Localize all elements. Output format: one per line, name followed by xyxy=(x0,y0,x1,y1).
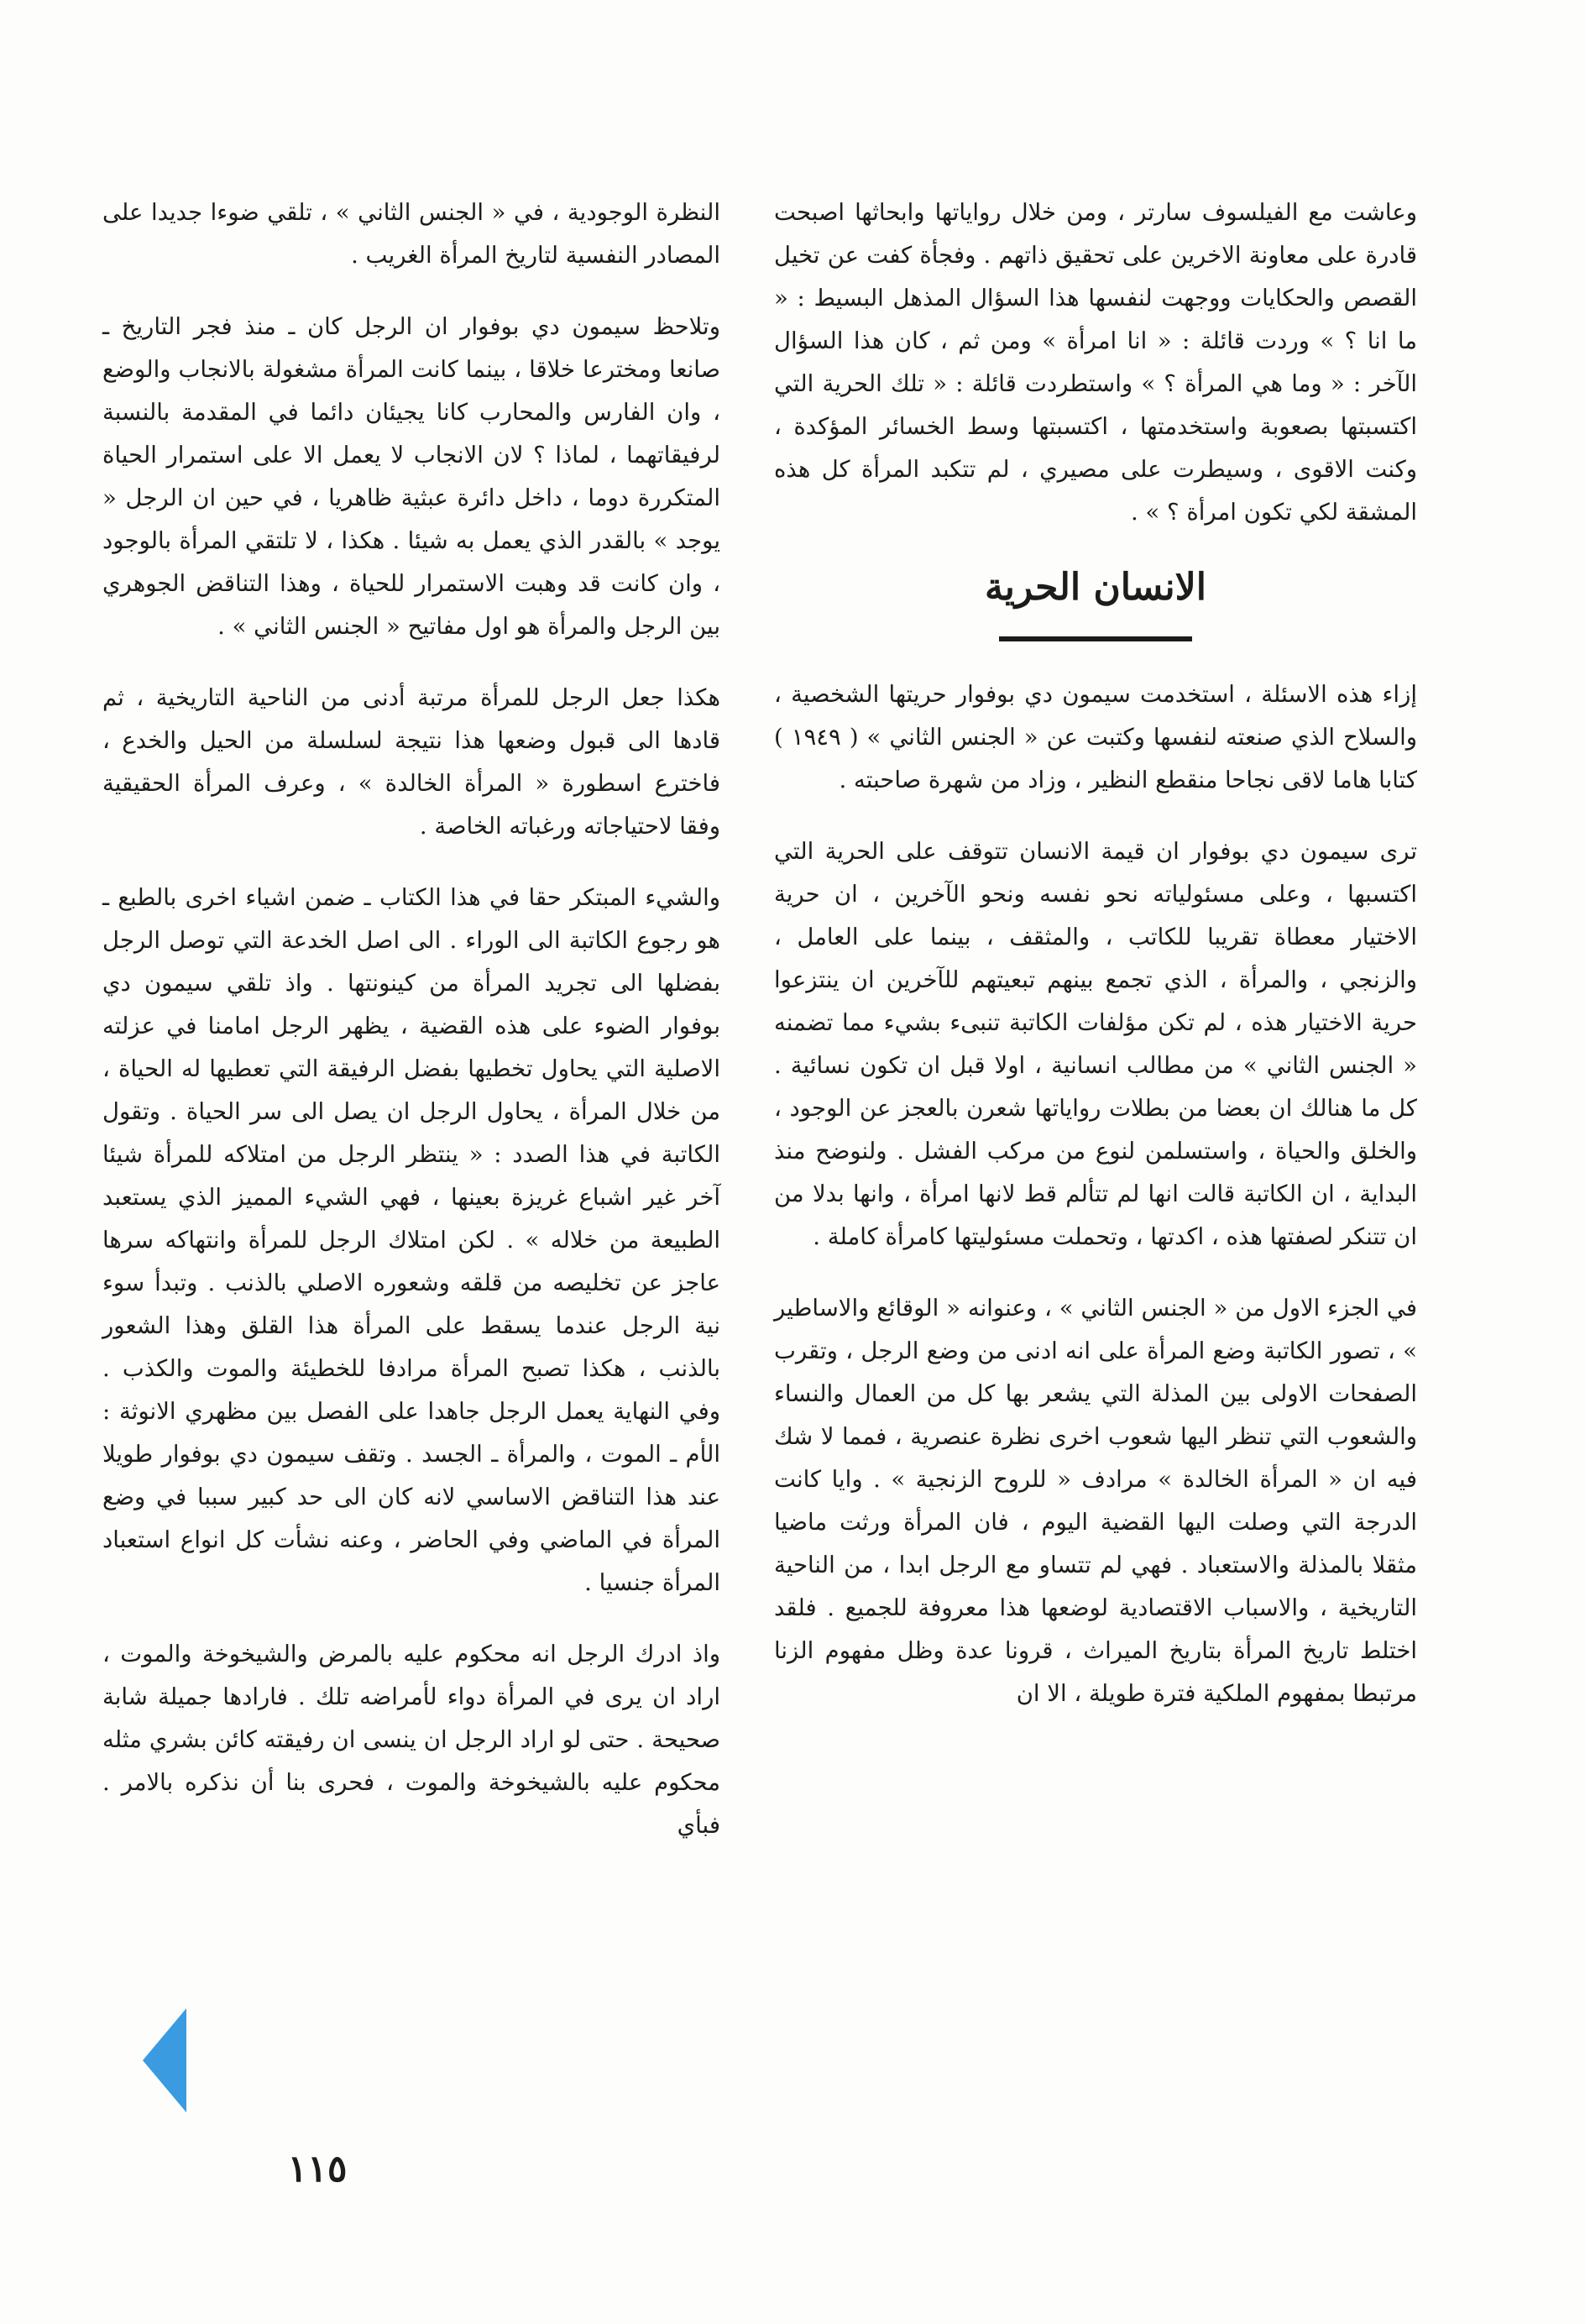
right-column xyxy=(774,191,1417,1744)
paragraph: هكذا جعل الرجل للمرأة مرتبة أدنى من الناحية التاريخية ، ثم قادها الى قبول وضعها هذا نتيجة لسلسلة من الحيل والخدع ، فاخترع اسطورة « المرأة الخالدة » ، وعرف المرأة الحقيقية وفقا لاحتياجاته ورغباته الخاصة . xyxy=(102,684,720,840)
paragraph: وتلاحظ سيمون دي بوفوار ان الرجل كان ـ منذ فجر التاريخ ـ صانعا ومخترعا خلاقا ، بينما كانت المرأة مشغولة بالانجاب والوضع ، وان الفارس والمحارب كانا يجيئان دائما في المقدمة بالنسبة لرفيقاتهما ، لماذا ؟ لان الانجاب لا يعمل الا على استمرار الحياة المتكررة دوما ، داخل دائرة عبثية ظاهريا ، في حين ان الرجل « يوجد » بالقدر الذي يعمل به شيئا . هكذا ، لا تلتقي المرأة بالوجود ، وان كانت قد وهبت الاستمرار للحياة ، وهذا التناقض الجوهري بين الرجل والمرأة هو اول مفاتيح « الجنس الثاني » . xyxy=(102,313,720,640)
paragraph: وعاشت مع الفيلسوف سارتر ، ومن خلال رواياتها وابحاثها اصبحت قادرة على معاونة الاخرين على تحقيق ذاتهم . وفجأة كفت عن تخيل القصص والحكايات ووجهت لنفسها هذا السؤال المذهل البسيط : « ما انا ؟ » وردت قائلة : « انا امرأة » ومن ثم ، كان هذا السؤال الآخر : « وما هي المرأة ؟ » واستطردت قائلة : « تلك الحرية التي اكتسبتها بصعوبة واستخدمتها ، اكتسبتها وسط الخسائر المؤكدة ، وكنت الاقوى ، وسيطرت على مصيري ، لم تتكبد المرأة كل هذه المشقة لكي تكون امرأة ؟ » . xyxy=(774,199,1417,526)
section-heading: الانسان الحرية xyxy=(985,566,1206,609)
paragraph: إزاء هذه الاسئلة ، استخدمت سيمون دي بوفوار حريتها الشخصية ، والسلاح الذي صنعته لنفسها وكتبت عن « الجنس الثاني » ( ١٩٤٩ ) كتابا هاما لاقى نجاحا منقطع النظير ، وزاد من شهرة صاحبته . xyxy=(774,681,1417,793)
paragraph: ترى سيمون دي بوفوار ان قيمة الانسان تتوقف على الحرية التي اكتسبها ، وعلى مسئولياته نحو نفسه ونحو الآخرين ، ان حرية الاختيار معطاة تقريبا للكاتب ، والمثقف ، بينما على العامل ، والزنجي ، والمرأة ، الذي تجمع بينهم تبعيتهم للآخرين ان ينتزعوا حرية الاختيار هذه ، لم تكن مؤلفات الكاتبة تنبىء بشيء مما تضمنه « الجنس الثاني » من مطالب انسانية ، اولا قبل ان تكون نسائية . كل ما هنالك ان بعضا من بطلات رواياتها شعرن بالعجز عن الوجود ، والخلق والحياة ، واستسلمن لنوع من مركب الفشل . ولنوضح منذ البداية ، ان الكاتبة قالت انها لم تتألم قط لانها امرأة ، وانها بدلا من ان تتنكر لصفتها هذه ، اكدتها ، وتحملت مسئوليتها كامرأة كاملة . xyxy=(774,838,1417,1250)
page-edge-marker-icon xyxy=(143,2008,186,2112)
paragraph: واذ ادرك الرجل انه محكوم عليه بالمرض والشيخوخة والموت ، اراد ان يرى في المرأة دواء لأمراضه تلك . فارادها جميلة شابة صحيحة . حتى لو اراد الرجل ان ينسى ان رفيقته كائن بشري مثله محكوم عليه بالشيخوخة والموت ، فحرى بنا أن نذكره بالامر . فبأي xyxy=(102,1641,720,1839)
paragraph: في الجزء الاول من « الجنس الثاني » ، وعنوانه « الوقائع والاساطير » ، تصور الكاتبة وضع المرأة على انه ادنى من وضع الرجل ، وتقرب الصفحات الاولى بين المذلة التي يشعر بها كل من العمال والنساء والشعوب التي تنظر اليها شعوب اخرى نظرة عنصرية ، فمما لا شك فيه ان « المرأة الخالدة » مرادف « للروح الزنجية » . وايا كانت الدرجة التي وصلت اليها القضية اليوم ، فان المرأة ورثت ماضيا مثقلا بالمذلة والاستعباد . فهي لم تتساو مع الرجل ابدا ، من الناحية التاريخية ، والاسباب الاقتصادية لوضعها هذا معروفة للجميع . فلقد اختلط تاريخ المرأة بتاريخ الميراث ، قرونا عدة وظل مفهوم الزنا مرتبطا بمفهوم الملكية فترة طويلة ، الا ان xyxy=(774,1295,1417,1707)
page-number: ١١٥ xyxy=(287,2148,348,2191)
section-heading-block xyxy=(774,563,1417,641)
heading-underline xyxy=(999,636,1192,641)
paragraph: والشيء المبتكر حقا في هذا الكتاب ـ ضمن اشياء اخرى بالطبع ـ هو رجوع الكاتبة الى الوراء . الى اصل الخدعة التي توصل الرجل بفضلها الى تجريد المرأة من كينونتها . واذ تلقي سيمون دي بوفوار الضوء على هذه القضية ، يظهر الرجل امامنا في عزلته الاصلية التي يحاول تخطيها بفضل الرفيقة التي تعطيها له الحياة ، من خلال المرأة ، يحاول الرجل ان يصل الى سر الحياة . وتقول الكاتبة في هذا الصدد : « ينتظر الرجل من امتلاكه للمرأة شيئا آخر غير اشباع غريزة بعينها ، فهي الشيء المميز الذي يستعبد الطبيعة من خلاله » . لكن امتلاك الرجل للمرأة وانتهاكه سرها عاجز عن تخليصه من قلقه وشعوره الاصلي بالذنب . وتبدأ سوء نية الرجل عندما يسقط على المرأة هذا القلق وهذا الشعور بالذنب ، هكذا تصبح المرأة مرادفا للخطيئة والموت والكذب . وفي النهاية يعمل الرجل جاهدا على الفصل بين مظهري الانوثة : الأم ـ الموت ، والمرأة ـ الجسد . وتقف سيمون دي بوفوار طويلا عند هذا التناقض الاساسي لانه كان الى حد كبير سببا في وضع المرأة في الماضي وفي الحاضر ، وعنه نشأت كل انواع استعباد المرأة جنسيا . xyxy=(102,884,720,1596)
left-column xyxy=(102,191,720,1876)
paragraph: النظرة الوجودية ، في « الجنس الثاني » ، تلقي ضوءا جديدا على المصادر النفسية لتاريخ المرأة الغريب . xyxy=(102,199,720,269)
